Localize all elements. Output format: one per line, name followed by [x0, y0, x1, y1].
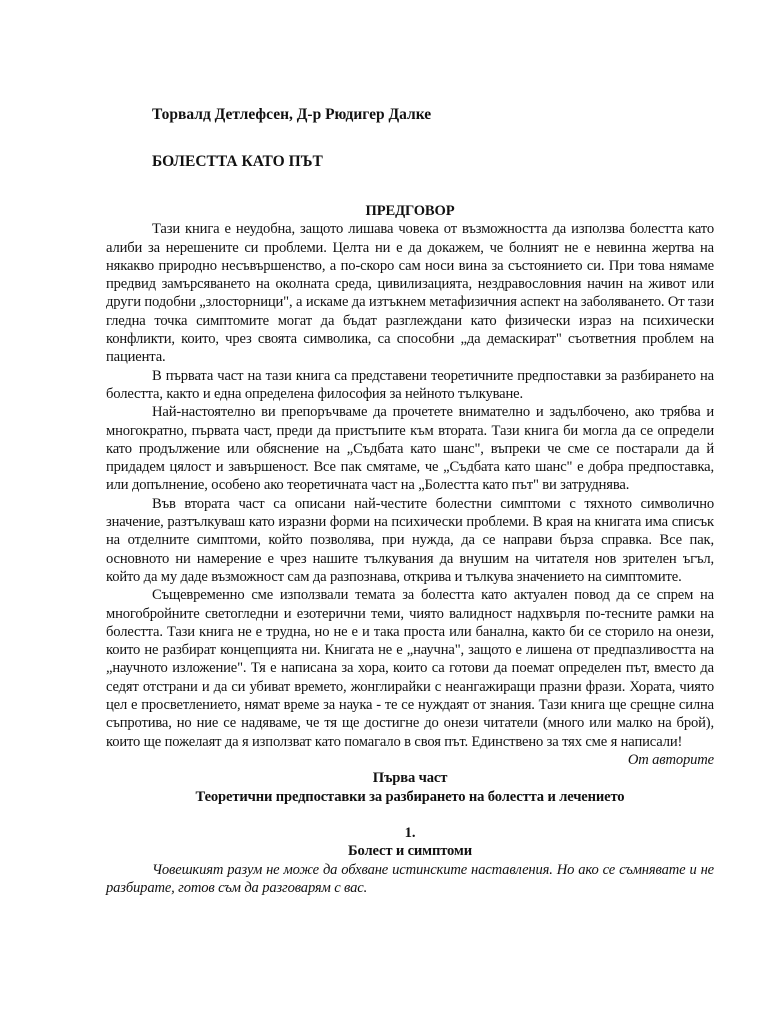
preface-signature: От авторите: [627, 751, 714, 768]
preface-paragraph: Най-настоятелно ви препоръчваме да прочетете внимателно и задълбочено, ако трябва и многократно, първата част, преди да пристъпите към втората. Тази книга би могла да се определи като продължение или обяснение на „Съдбата като шанс", въпреки че сме се постарали да й придадем цялост и завършеност. Все пак смятаме, че „Съдбата като шанс" е добра предпоставка, или допълнение, особено ако теоретичната част на „Болестта като път" ви затруднява.: [106, 404, 714, 494]
chapter-title: Болест и симптоми: [348, 843, 472, 860]
part-subheading: Теоретични предпоставки за разбирането на болестта и лечението: [195, 788, 625, 805]
preface-paragraph: Същевременно сме използвали темата за болестта като актуален повод да се спрем на многобройните светогледни и езотерични теми, чиято валидност надхвърля по-тесните рамки на болестта. Тази книга не е трудна, но не е и така проста или банална, както би се сторило на онези, които не разбират концепцията ни. Книгата не е „научна", защото е лишена от предпазливостта на „научното изложение". Тя е написана за хора, които са готови да поемат определен път, вместо да седят отстрани и да си убиват времето, жонглирайки с неангажиращи празни фрази. Хората, чиято цел е просветлението, нямат време за наука - те се нуждаят от знания. Тази книга ще срещне силна съпротива, но ние се надяваме, че тя ще достигне до онези читатели (много или малко на брой), които ще пожелаят да я използват като помагало в своя път. Единствено за тях сме я написали!: [106, 587, 714, 750]
author-line: Торвалд Детлефсен, Д-р Рюдигер Далке: [152, 106, 432, 123]
preface-paragraph: Тази книга е неудобна, защото лишава човека от възможността да използва болестта като алиби за нерешените си проблеми. Целта ни е да докажем, че болният не е невинна жертва на някакво природно несъвършенство, а по-скоро сам носи вина за състоянието си. При това нямаме предвид замърсяването на околната среда, цивилизацията, нездравословния начин на живот или други подобни „злосторници", а искаме да изтъкнем метафизичния аспект на заболяването. От тази гледна точка симптомите могат да бъдат разглеждани като физически израз на психически конфликти, които, чрез своята символика, са способни „да демаскират" съответния проблем на пациента.: [106, 221, 714, 366]
part-heading: Първа част: [372, 770, 448, 787]
book-title: БОЛЕСТТА КАТО ПЪТ: [152, 153, 323, 170]
preface-paragraph: Във втората част са описани най-честите болестни симптоми с тяхното символично значение, разтълкуваш като изразни форми на психически проблеми. В края на книгата има списък на отделните симптоми, който позволява, при нужда, да се направи бърза справка. Все пак, основното ни намерение е чрез нашите тълкувания да внушим на читателя нов зрителен ъгъл, който да му даде възможност сам да разпознава, открива и тълкува значението на симптомите.: [106, 495, 714, 585]
document-body: [106, 202, 714, 897]
preface-heading: ПРЕДГОВОР: [365, 203, 455, 219]
chapter-epigraph: Човешкият разум не може да обхване истинските наставления. Но ако се съмнявате и не разбирате, готов съм да разговарям с вас.: [106, 861, 714, 896]
preface-paragraph: В първата част на тази книга са представени теоретичните предпоставки за разбирането на болестта, както и една определена философия за нейното тълкуване.: [106, 367, 714, 402]
spacer: [106, 806, 714, 824]
chapter-number: 1.: [404, 825, 416, 842]
